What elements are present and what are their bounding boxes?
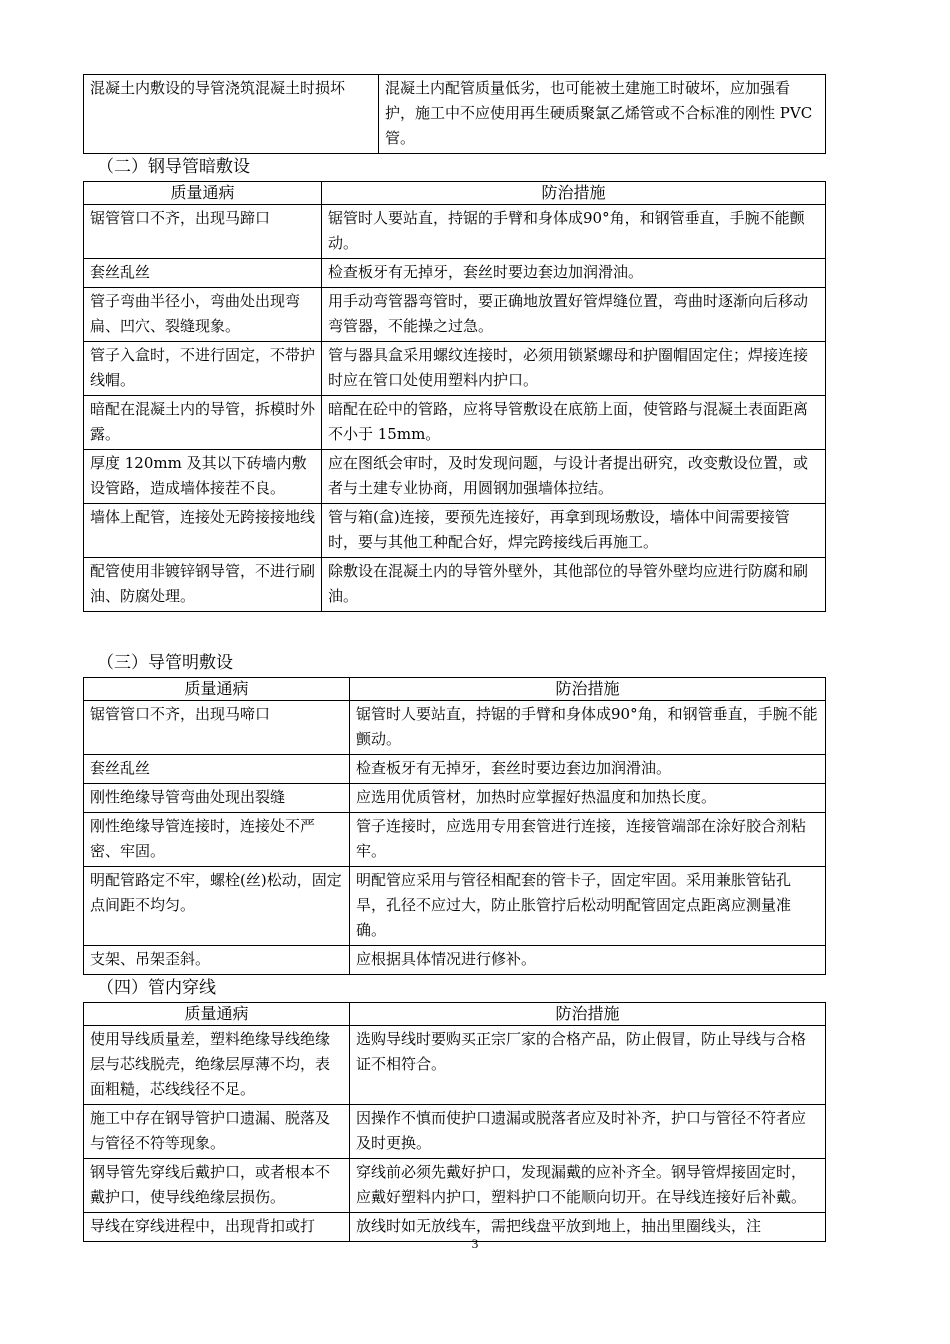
table-row (84, 867, 826, 946)
column-header-problem: 质量通病 (84, 182, 322, 205)
table-row (84, 288, 826, 342)
problem-cell: 套丝乱丝 (84, 259, 322, 288)
table-row (84, 701, 826, 755)
problem-cell: 暗配在混凝土内的导管，拆模时外露。 (84, 396, 322, 450)
column-header-measure: 防治措施 (322, 182, 826, 205)
problem-cell: 墙体上配管，连接处无跨接接地线 (84, 504, 322, 558)
measure-cell: 应在图纸会审时，及时发现问题，与设计者提出研究，改变敷设位置，或者与土建专业协商，用圆钢加强墙体拉结。 (322, 450, 826, 504)
table-row (84, 205, 826, 259)
table-row (84, 504, 826, 558)
conduit-exposed-table (83, 677, 826, 975)
problem-cell: 导线在穿线进程中，出现背扣或打 (84, 1213, 350, 1242)
problem-cell: 锯管管口不齐，出现马蹄口 (84, 205, 322, 259)
measure-cell: 检查板牙有无掉牙，套丝时要边套边加润滑油。 (350, 755, 826, 784)
table-row (84, 396, 826, 450)
measure-cell: 检查板牙有无掉牙，套丝时要边套边加润滑油。 (322, 259, 826, 288)
intro-table (83, 74, 826, 154)
column-header-measure: 防治措施 (350, 1003, 826, 1026)
problem-cell: 使用导线质量差，塑料绝缘导线绝缘层与芯线脱壳，绝缘层厚薄不均，表面粗糙，芯线线径不足。 (84, 1026, 350, 1105)
table-header-row (84, 182, 826, 205)
column-header-measure: 防治措施 (350, 678, 826, 701)
section-heading: （三）导管明敷设 (97, 653, 233, 673)
measure-cell: 暗配在砼中的管路，应将导管敷设在底筋上面，使管路与混凝土表面距离不小于 15mm。 (322, 396, 826, 450)
measure-cell: 穿线前必须先戴好护口，发现漏戴的应补齐全。钢导管焊接固定时，应戴好塑料内护口，塑料护口不能顺向切开。在导线连接好后补戴。 (350, 1159, 826, 1213)
table-row (84, 1026, 826, 1105)
wire-threading-table (83, 1002, 826, 1242)
measure-cell: 应选用优质管材，加热时应掌握好热温度和加热长度。 (350, 784, 826, 813)
steel-conduit-concealed-table (83, 181, 826, 612)
section-heading: （二）钢导管暗敷设 (97, 157, 250, 177)
table-row (84, 342, 826, 396)
problem-cell: 管子弯曲半径小，弯曲处出现弯扁、凹穴、裂缝现象。 (84, 288, 322, 342)
problem-cell: 混凝土内敷设的导管浇筑混凝土时损坏 (84, 75, 379, 154)
measure-cell: 选购导线时要购买正宗厂家的合格产品，防止假冒，防止导线与合格证不相符合。 (350, 1026, 826, 1105)
problem-cell: 明配管路定不牢，螺栓(丝)松动，固定点间距不均匀。 (84, 867, 350, 946)
table-row (84, 75, 826, 154)
problem-cell: 施工中存在钢导管护口遗漏、脱落及与管径不符等现象。 (84, 1105, 350, 1159)
measure-cell: 除敷设在混凝土内的导管外壁外，其他部位的导管外壁均应进行防腐和刷油。 (322, 558, 826, 612)
measure-cell: 用手动弯管器弯管时，要正确地放置好管焊缝位置，弯曲时逐渐向后移动弯管器，不能操之过急。 (322, 288, 826, 342)
measure-cell: 混凝土内配管质量低劣，也可能被土建施工时破坏，应加强看护，施工中不应使用再生硬质聚氯乙烯管或不合标准的刚性 PVC 管。 (379, 75, 826, 154)
problem-cell: 套丝乱丝 (84, 755, 350, 784)
measure-cell: 因操作不慎而使护口遗漏或脱落者应及时补齐，护口与管径不符者应及时更换。 (350, 1105, 826, 1159)
problem-cell: 配管使用非镀锌钢导管，不进行刷油、防腐处理。 (84, 558, 322, 612)
column-header-problem: 质量通病 (84, 678, 350, 701)
table-header-row (84, 678, 826, 701)
table-row (84, 813, 826, 867)
table-row (84, 558, 826, 612)
document-page (83, 74, 825, 1242)
table-row (84, 1105, 826, 1159)
table-row (84, 755, 826, 784)
measure-cell: 管子连接时，应选用专用套管进行连接，连接管端部在涂好胶合剂粘牢。 (350, 813, 826, 867)
table-header-row (84, 1003, 826, 1026)
measure-cell: 锯管时人要站直，持锯的手臂和身体成90°角，和钢管垂直，手腕不能颤动。 (322, 205, 826, 259)
measure-cell: 应根据具体情况进行修补。 (350, 946, 826, 975)
section-heading: （四）管内穿线 (97, 978, 216, 998)
spacer (83, 612, 825, 650)
table-row (84, 946, 826, 975)
problem-cell: 支架、吊架歪斜。 (84, 946, 350, 975)
measure-cell: 锯管时人要站直，持锯的手臂和身体成90°角，和钢管垂直，手腕不能颤动。 (350, 701, 826, 755)
column-header-problem: 质量通病 (84, 1003, 350, 1026)
measure-cell: 明配管应采用与管径相配套的管卡子，固定牢固。采用兼胀管钻孔旱，孔径不应过大，防止胀管拧后松动明配管固定点距离应测量准确。 (350, 867, 826, 946)
problem-cell: 钢导管先穿线后戴护口，或者根本不戴护口，使导线绝缘层损伤。 (84, 1159, 350, 1213)
measure-cell: 管与箱(盒)连接，要预先连接好，再拿到现场敷设，墙体中间需要接管时，要与其他工种配合好，焊完跨接线后再施工。 (322, 504, 826, 558)
table-row (84, 1159, 826, 1213)
measure-cell: 管与器具盒采用螺纹连接时，必须用锁紧螺母和护圈帽固定住；焊接连接时应在管口处使用塑料内护口。 (322, 342, 826, 396)
page-number: 3 (471, 1236, 479, 1251)
problem-cell: 厚度 120mm 及其以下砖墙内敷设管路，造成墙体接茬不良。 (84, 450, 322, 504)
table-row (84, 784, 826, 813)
measure-cell: 放线时如无放线车，需把线盘平放到地上，抽出里圈线头，注 (350, 1213, 826, 1242)
problem-cell: 锯管管口不齐，出现马啼口 (84, 701, 350, 755)
problem-cell: 刚性绝缘导管连接时，连接处不严密、牢固。 (84, 813, 350, 867)
table-row (84, 450, 826, 504)
table-row (84, 259, 826, 288)
problem-cell: 管子入盒时，不进行固定，不带护线帽。 (84, 342, 322, 396)
problem-cell: 刚性绝缘导管弯曲处现出裂缝 (84, 784, 350, 813)
